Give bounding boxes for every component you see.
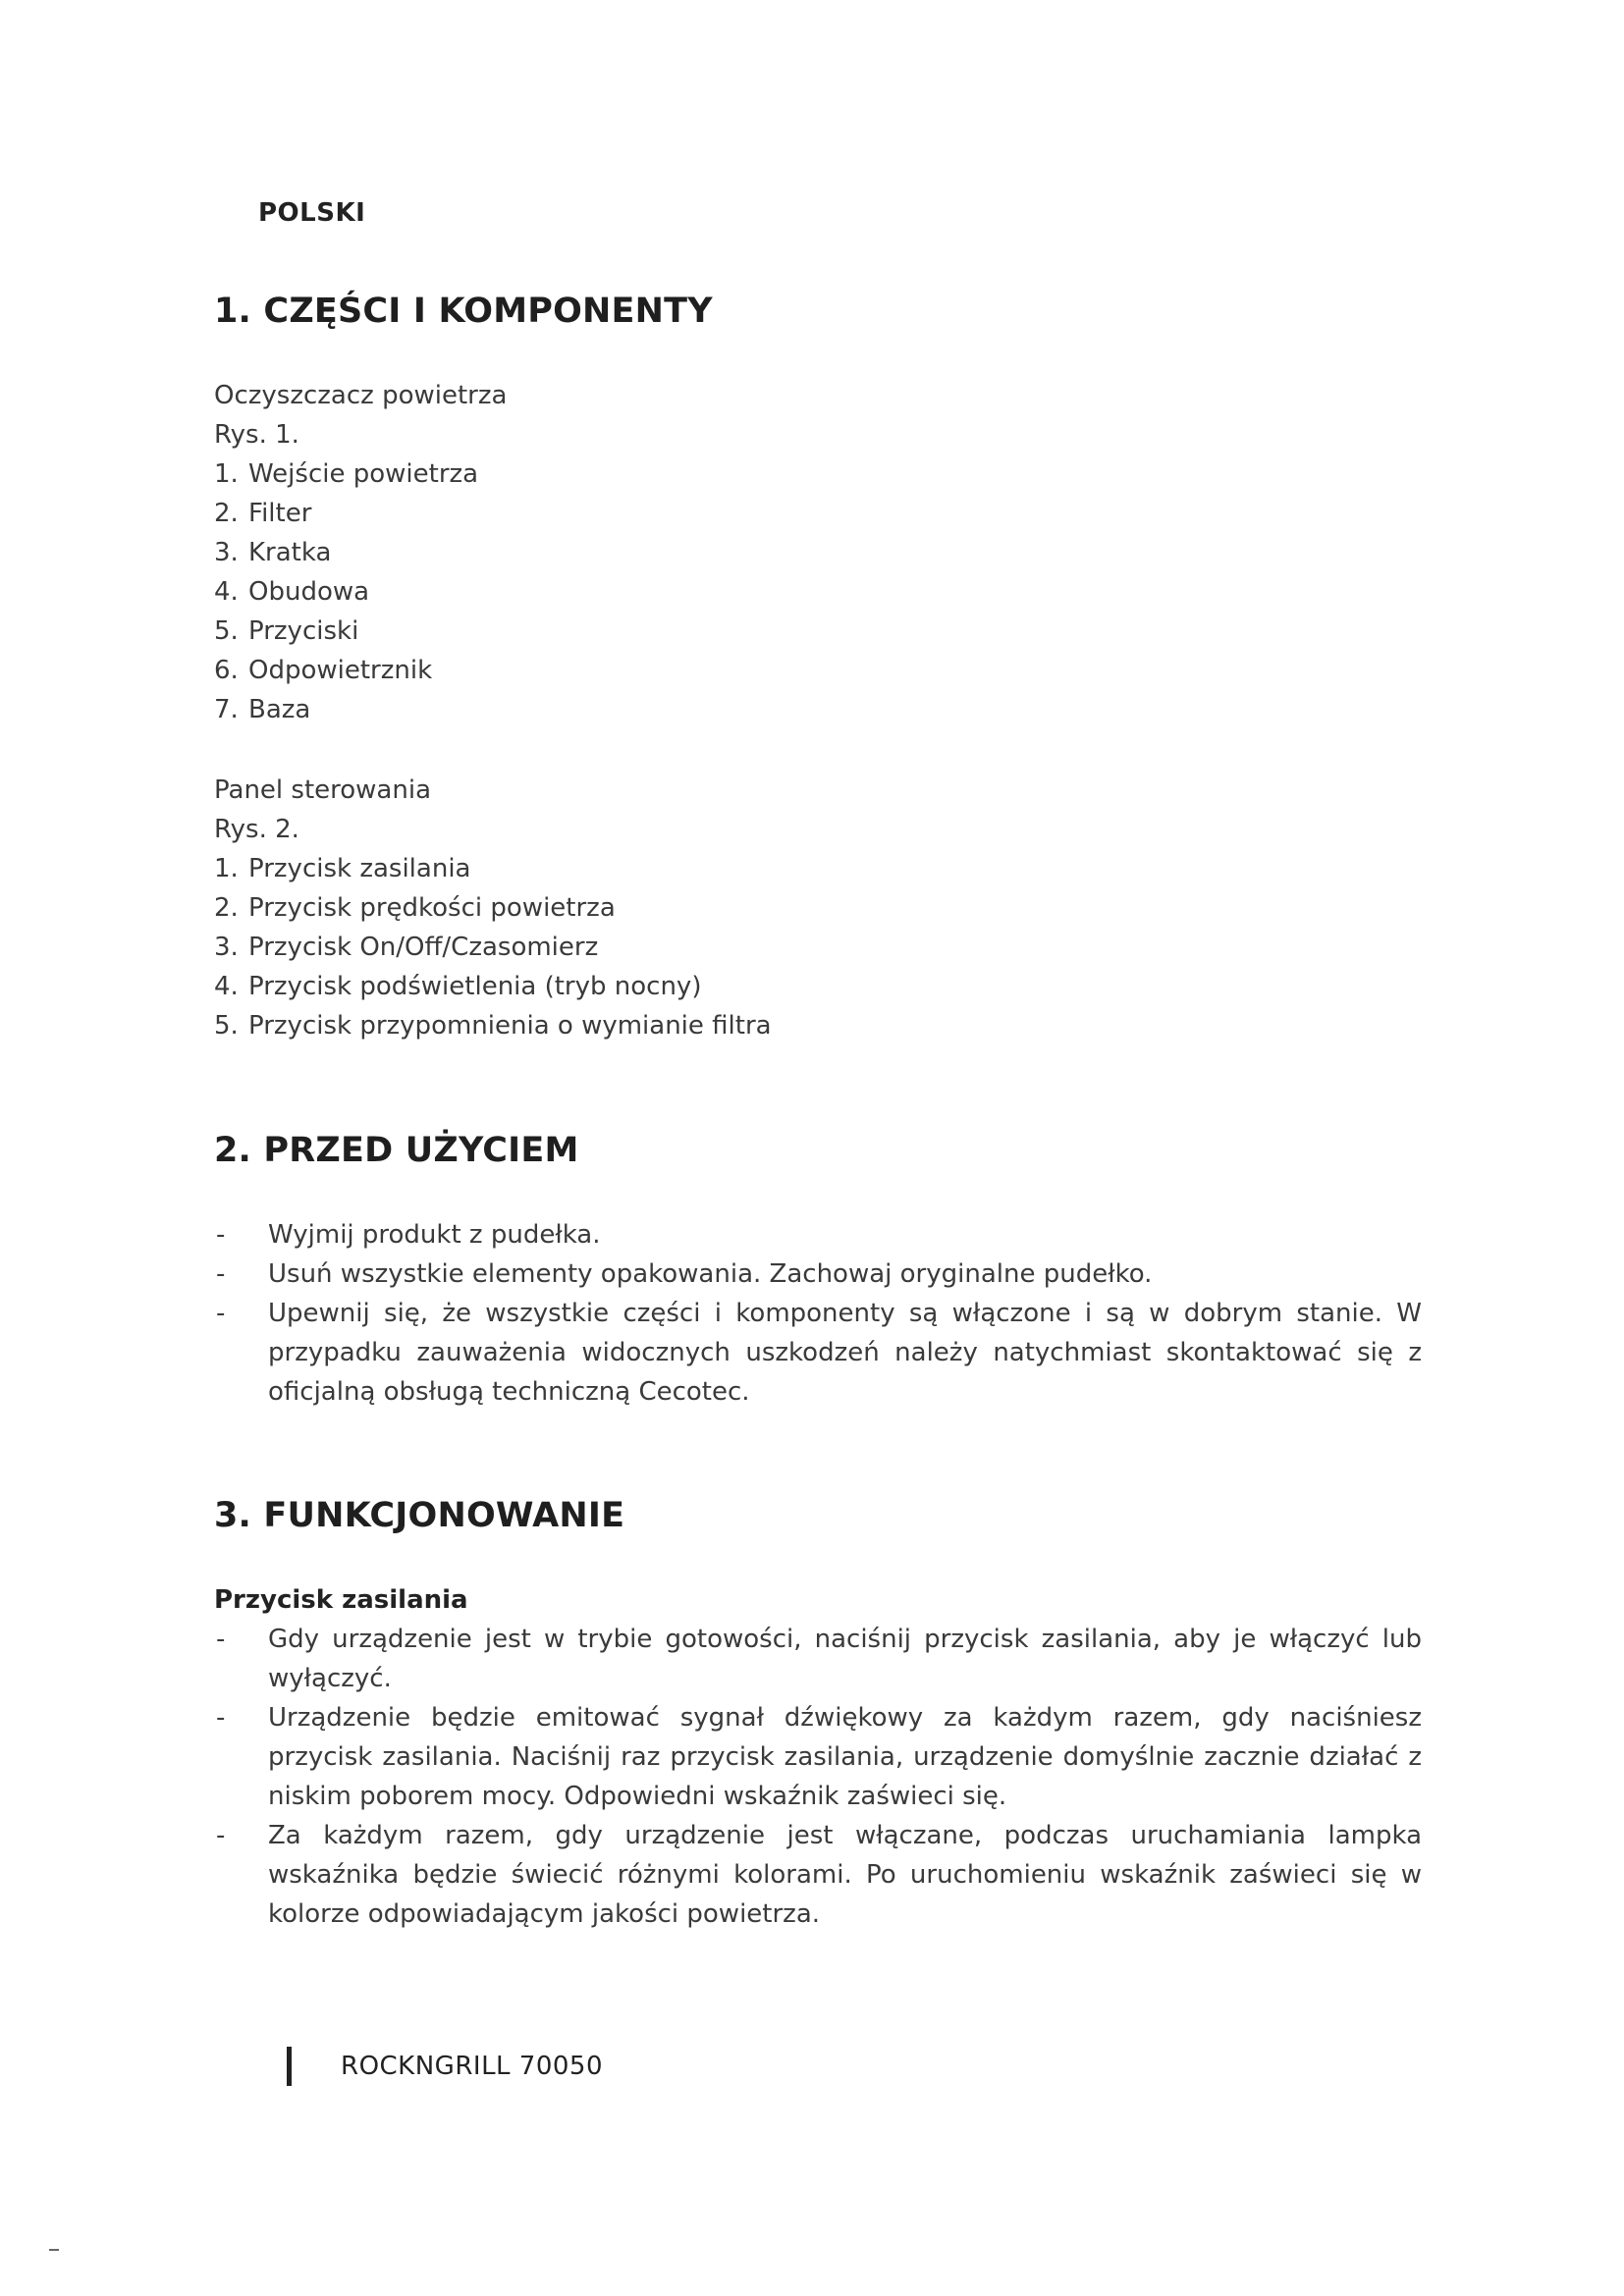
model-name: ROCKNGRILL 70050 <box>341 2052 604 2081</box>
list-item: 6. Odpowietrznik <box>214 656 433 685</box>
list-item: - Gdy urządzenie jest w trybie gotowości, naciśnij przycisk zasilania, aby je włączyć lub wyłączyć. <box>216 1625 1422 1693</box>
list-item: 4. Obudowa <box>214 577 370 607</box>
list-item: 1. Wejście powietrza <box>214 459 479 489</box>
section-3-title: 3. FUNKCJONOWANIE <box>214 1496 625 1535</box>
parts-group-control-panel <box>214 771 1422 1045</box>
operation-list <box>214 1620 1422 1934</box>
footer-divider <box>287 2047 292 2086</box>
list-item: 5. Przycisk przypomnienia o wymianie filtra <box>214 1011 772 1041</box>
group-name: Oczyszczacz powietrza <box>214 381 508 410</box>
list-item: 1. Przycisk zasilania <box>214 854 471 883</box>
language-label: POLSKI <box>258 198 366 228</box>
list-item: 5. Przyciski <box>214 616 359 646</box>
list-item: - Urządzenie będzie emitować sygnał dźwiękowy za każdym razem, gdy naciśniesz przycisk zasilania. Naciśnij raz przycisk zasilania, urządzenie domyślnie zacznie działać z niskim poborem mocy. Odpowiedni wskaźnik zaświeci się. <box>216 1703 1422 1811</box>
parts-list <box>214 849 1422 1045</box>
list-item: 4. Przycisk podświetlenia (tryb nocny) <box>214 972 702 1001</box>
page-footer <box>287 2045 603 2088</box>
page-edge-mark <box>49 2249 59 2251</box>
section-2-title: 2. PRZED UŻYCIEM <box>214 1131 579 1170</box>
list-item: 2. Przycisk prędkości powietrza <box>214 893 616 923</box>
list-item: 3. Kratka <box>214 538 332 567</box>
parts-list <box>214 454 1422 729</box>
group-name: Panel sterowania <box>214 775 431 805</box>
list-item: 3. Przycisk On/Off/Czasomierz <box>214 933 599 962</box>
before-use-block <box>214 1215 1422 1412</box>
figure-ref: Rys. 2. <box>214 815 299 844</box>
list-item: - Wyjmij produkt z pudełka. <box>216 1220 601 1250</box>
before-use-list <box>214 1215 1422 1412</box>
list-item: - Usuń wszystkie elementy opakowania. Zachowaj oryginalne pudełko. <box>216 1259 1153 1289</box>
parts-group-air-purifier <box>214 376 1422 729</box>
list-item: - Upewnij się, że wszystkie części i komponenty są włączone i są w dobrym stanie. W przypadku zauważenia widocznych uszkodzeń należy natychmiast skontaktować się z oficjalną obsługą techniczną Cecotec. <box>216 1299 1422 1407</box>
figure-ref: Rys. 1. <box>214 420 299 450</box>
section-1-title: 1. CZĘŚCI I KOMPONENTY <box>214 292 713 331</box>
list-item: 2. Filter <box>214 499 312 528</box>
list-item: - Za każdym razem, gdy urządzenie jest włączane, podczas uruchamiania lampka wskaźnika będzie świecić różnymi kolorami. Po uruchomieniu wskaźnik zaświeci się w kolorze odpowiadającym jakości powietrza. <box>216 1821 1422 1929</box>
list-item: 7. Baza <box>214 695 311 724</box>
operation-block <box>214 1580 1422 1934</box>
power-button-subtitle: Przycisk zasilania <box>214 1585 468 1615</box>
